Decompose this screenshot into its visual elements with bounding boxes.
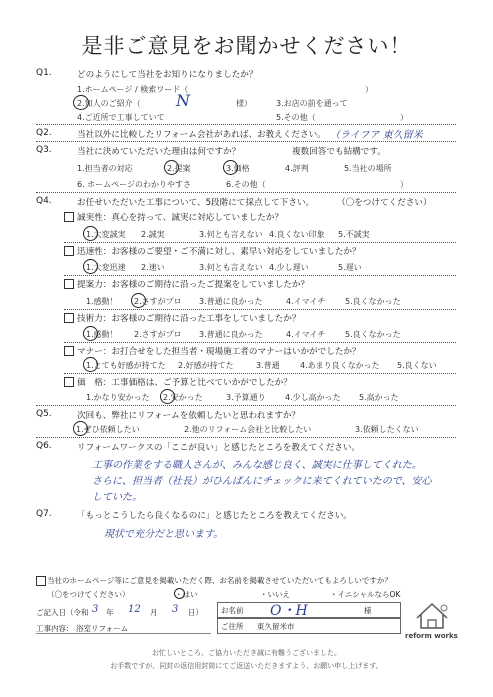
q4-option: 2.さすがプロ: [134, 297, 182, 306]
checkbox-icon: [64, 377, 74, 387]
date-year-unit: 年: [106, 608, 114, 617]
name-label: お名前: [221, 606, 244, 615]
q3-option-5: 5.当社の場所: [344, 164, 392, 173]
thanks-line-1: お忙しいところ、ご協力いただき誠に有難うございました。: [152, 649, 341, 657]
divider: [64, 342, 456, 343]
q4-item-label: 誠実性：真心を持って、誠実に対応していましたか？: [77, 213, 284, 223]
checkbox-icon: [64, 346, 74, 356]
divider: [64, 275, 456, 276]
q1-option-front: 3.お店の前を通って: [276, 99, 348, 108]
work-value: 浴室リフォーム: [76, 624, 129, 633]
q4-item-label: 技術力：お客様のご期待に沿った工事をしていましたか？: [77, 314, 301, 324]
thanks-line-2: お手数ですが、同封の返信用封筒にてご返送いただきますよう、お願い申し上げます。: [110, 662, 383, 670]
name-box: [217, 602, 401, 618]
checkbox-icon: [64, 212, 74, 222]
q4-option: 3.何とも言えない: [199, 263, 263, 272]
q1-option-homepage: 1.ホームページ / 検索ワード（: [77, 85, 189, 94]
q4-option: 5.遅い: [338, 263, 362, 272]
q4-option: 2.安かった: [163, 393, 203, 402]
q4-option: 3.予算通り: [226, 393, 266, 402]
q7-answer: 現状で充分だと思います。: [104, 529, 224, 540]
name-value: O・H: [270, 603, 308, 619]
q6-number: Q6.: [36, 441, 52, 451]
checkbox-icon: [64, 246, 74, 256]
date-month-unit: 月: [150, 608, 158, 617]
logo-text: reform works: [405, 632, 458, 640]
date-label: ご記入日（令和: [36, 608, 89, 617]
q3-note: 複数回答でも結構です。: [292, 147, 386, 157]
q3-option-1: 1.担当者の対応: [77, 164, 133, 173]
q4-option: 2.誠実: [141, 230, 165, 239]
q1-option-other-close: ）: [400, 113, 408, 122]
q4-option: 2.速い: [141, 263, 165, 272]
q1-number: Q1.: [36, 68, 52, 78]
q2-question: 当社以外に比較したリフォーム会社があれば、お教えください。: [77, 130, 326, 140]
checkbox-icon: [64, 313, 74, 323]
q4-option: 1.かなり安かった: [86, 393, 150, 402]
q4-note: （〇をつけてください）: [337, 198, 432, 208]
q1-option-nearby: 4.ご近所で工事していて: [77, 113, 165, 122]
q7-question: 「もっとこうしたら良くなるのに」と感じたところを教えてください。: [77, 511, 353, 521]
consent-option-no: ・いいえ: [260, 590, 290, 599]
q5-option-3: 3.依頼したくない: [355, 425, 419, 434]
divider: [36, 405, 456, 406]
q7-number: Q7.: [36, 509, 52, 519]
date-day: 3: [172, 604, 179, 615]
q4-option: 4.イマイチ: [286, 330, 326, 339]
page-title: 是非ご意見をお聞かせください！: [81, 34, 412, 58]
q5-option-1: 1.ぜひ依頼したい: [76, 425, 140, 434]
q1-question: どのようにして当社をお知りになりましたか？: [77, 70, 258, 80]
q4-option: 4.イマイチ: [286, 297, 326, 306]
q4-option: 5.不誠実: [338, 230, 370, 239]
q6-answer-line: 工事の作業をする職人さんが、みんな感じ良く、誠実に仕事してくれた。: [92, 460, 422, 471]
q6-answer-line: さらに、担当者（社長）がひんぱんにチェックに来てくれていたので、安心: [92, 476, 432, 487]
consent-note: （〇をつけてください）: [47, 590, 130, 599]
q4-option: 1.感動！: [86, 297, 118, 306]
q4-option: 4.少し高かった: [285, 393, 341, 402]
consent-option-yes: ・はい: [175, 590, 198, 599]
q4-item-label: マナー：お打合せをした担当者・現場施工者のマナーはいかがでしたか？: [77, 347, 361, 357]
q1-option-other: 5.その他（: [276, 113, 316, 122]
q4-option: 3.何とも言えない: [199, 230, 263, 239]
q4-option: 2.さすがプロ: [134, 330, 182, 339]
q4-option: 4.少し遅い: [269, 263, 309, 272]
q4-item-label: 迅速性：お客様のご要望・ご不満に対し、素早い対応をしていましたか？: [77, 247, 361, 257]
q4-option: 3.普通に良かった: [199, 297, 263, 306]
q3-option-6: 6. ホームページのわかりやすさ: [77, 180, 192, 189]
q3-question: 当社に決めていただいた理由は何ですか？: [77, 147, 241, 157]
date-month: 12: [128, 604, 141, 615]
q4-option: 1.感動！: [86, 330, 118, 339]
q5-number: Q5.: [36, 409, 52, 419]
divider: [36, 192, 456, 193]
q6-question: リフォームワークスの「ここが良い」と感じたところを教えてください。: [77, 443, 361, 453]
q4-option: 3.普通: [256, 361, 280, 370]
q2-number: Q2.: [36, 128, 52, 138]
q3-option-other-close: ）: [400, 180, 408, 189]
q4-item-label: 価 格：工事価格は、ご予算と比べていかがでしたか？: [77, 378, 292, 388]
address-label: ご住所: [221, 622, 244, 631]
address-value: 東久留米市: [257, 622, 295, 631]
q4-option: 4.あまり良くなかった: [300, 361, 380, 370]
q4-option: 1.とても好感が持てた: [86, 361, 166, 370]
q1-option-intro-sama: 様）: [236, 99, 252, 108]
divider: [64, 373, 456, 374]
q3-option-3: 3.価格: [226, 164, 250, 173]
q4-number: Q4.: [36, 196, 52, 206]
q6-answer-line: していた。: [92, 492, 142, 503]
q3-option-other: 6.その他（: [226, 180, 266, 189]
date-year: 3: [92, 604, 99, 615]
q4-option: 5.良くない: [397, 361, 437, 370]
q3-option-2: 2.提案: [167, 164, 191, 173]
q4-question: お任せいただいた工事について、5段階にて採点して下さい。: [77, 198, 315, 208]
divider: [64, 242, 456, 243]
q4-item-label: 提案力：お客様のご期待に沿ったご提案をしていましたか？: [77, 280, 310, 290]
consent-option-initial: ・イニシャルならOK: [330, 590, 401, 599]
q4-option: 4.良くない印象: [269, 230, 325, 239]
q4-option: 5.良くなかった: [345, 330, 401, 339]
q5-question: 次回も、弊社にリフォームを依頼したいと思われますか？: [77, 411, 301, 421]
q4-option: 5.良くなかった: [345, 297, 401, 306]
checkbox-icon: [64, 279, 74, 289]
q1-intro-name: N: [176, 91, 190, 110]
q4-option: 5.高かった: [359, 393, 399, 402]
q4-option: 1.大変迅速: [86, 263, 126, 272]
checkbox-icon: [36, 576, 46, 586]
date-day-unit: 日）: [188, 608, 203, 617]
q3-number: Q3.: [36, 145, 52, 155]
divider: [64, 309, 456, 310]
address-box: [217, 618, 401, 634]
q2-answer: （ライフア 東久留米: [330, 130, 423, 141]
consent-question: 当社のホームページ等にご意見を掲載いただく際、お名前を掲載させていただいてもよろしいですか？: [47, 576, 392, 585]
q4-option: 2.好感が持てた: [178, 361, 234, 370]
q4-option: 3.普通に良かった: [199, 330, 263, 339]
work-label: 工事内容:: [36, 624, 69, 633]
q5-option-2: 2.他のリフォーム会社と比較したい: [184, 425, 312, 434]
divider: [36, 633, 211, 634]
divider: [36, 141, 456, 142]
divider: [36, 124, 456, 125]
name-sama: 様: [364, 606, 372, 615]
q1-option-homepage-close: ）: [365, 85, 373, 94]
divider: [36, 437, 456, 438]
q3-option-4: 4.評判: [285, 164, 309, 173]
reform-works-logo: [407, 596, 457, 636]
q4-option: 1.大変誠実: [86, 230, 126, 239]
q1-option-intro: 2.知人のご紹介（: [77, 99, 141, 108]
